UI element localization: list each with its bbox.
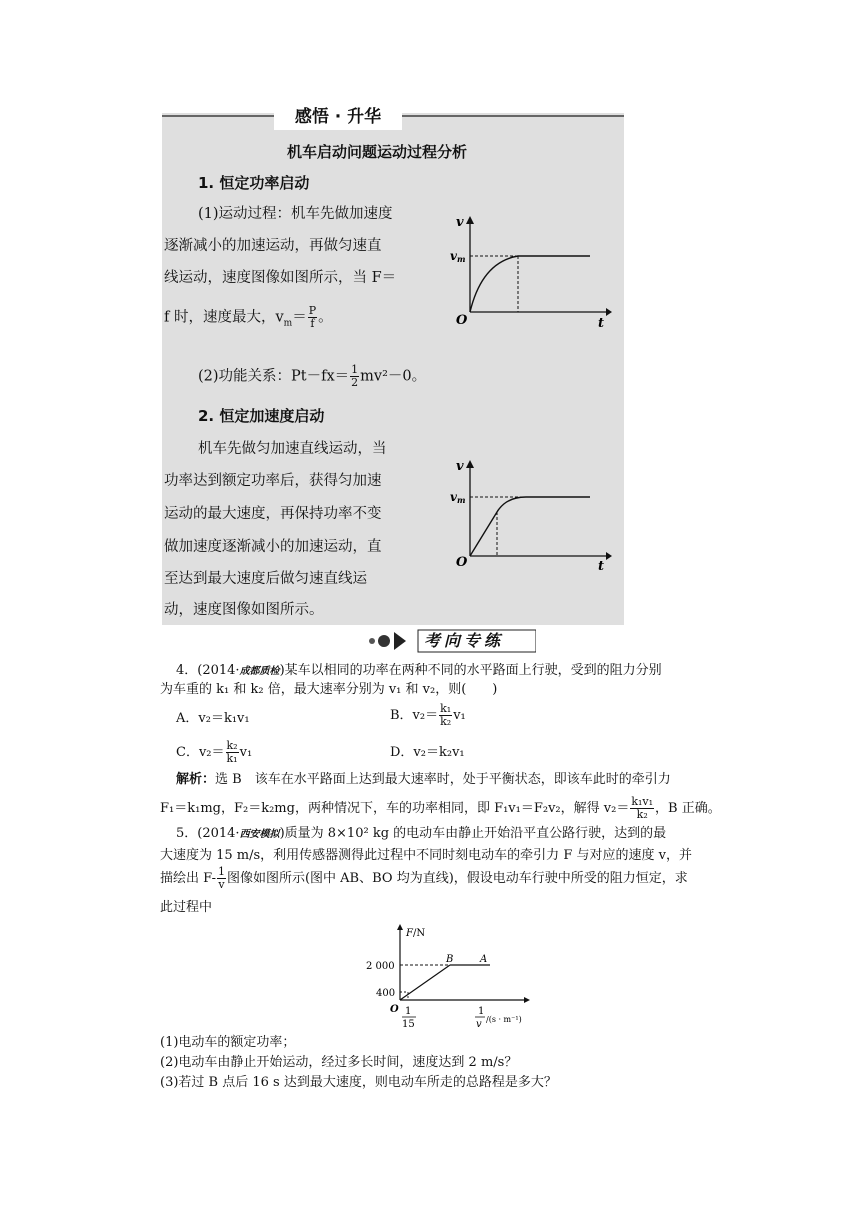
y-tick-400: 400 [376, 988, 396, 999]
t-axis-label: t [598, 559, 605, 572]
p3-line-2: 功率达到额定功率后，获得匀加速 [164, 473, 382, 489]
q4-option-c: C．v₂＝ $\frac{\text{k₂}}{\text{k₁}}$ v₁ [176, 739, 253, 765]
x-axis-num: 1 [478, 1006, 485, 1017]
graph-constant-power [448, 210, 618, 332]
section-title: 考向专练 [424, 631, 505, 650]
graph-constant-accel [448, 450, 618, 572]
point-a-label: A [480, 954, 488, 965]
q4-option-d: D．v₂＝k₂v₁ [390, 745, 465, 760]
velocity-curve [470, 256, 590, 312]
origin-label: O [456, 555, 468, 570]
q4-option-b: B．v₂＝ $\frac{\text{k₁}}{\text{k₂}}$ v₁ [390, 702, 466, 728]
y-tick-2000: 2 000 [366, 961, 395, 972]
q5-line-1: 5．(2014·西安模拟)质量为 8×10² kg 的电动车由静止开始沿平直公路行驶，达到的最 [176, 826, 667, 841]
q4-option-a: A．v₂＝k₁v₁ [176, 711, 250, 726]
q4-line-2: 为车重的 k₁ 和 k₂ 倍，最大速率分别为 v₁ 和 v₂，则( ) [160, 682, 498, 697]
p3-line-6: 动，速度图像如图所示。 [164, 602, 324, 618]
origin-label: O [456, 313, 468, 328]
dot-icon [378, 635, 390, 647]
q5-sub-3: (3)若过 B 点后 16 s 达到最大速度，则电动车所走的总路程是多大？ [160, 1075, 557, 1090]
q4-answer-line-2: F₁＝k₁mg，F₂＝k₂mg，两种情况下，车的功率相同，即 F₁v₁＝F₂v₂，解得 v₂＝ $\frac{\text{k₁v₁}}{\text{k₂}}$ ，B 正确。 [160, 795, 721, 821]
dot-icon [369, 638, 375, 644]
p3-line-4: 做加速度逐渐减小的加速运动，直 [164, 539, 382, 555]
q4-line-1: 4．(2014·成都质检)某车以相同的功率在两种不同的水平路面上行驶，受到的阻力分别 [176, 663, 662, 678]
f-axis-label: F/N [406, 928, 426, 939]
t-axis-arrow [606, 308, 612, 316]
v-axis-label: v [456, 459, 464, 474]
p1-line-1: (1)运动过程：机车先做加速度 [198, 206, 393, 222]
x-tick-num: 1 [405, 1006, 412, 1017]
q5-line-2: 大速度为 15 m/s，利用传感器测得此过程中不同时刻电动车的牵引力 F 与对应的速度 v，并 [160, 848, 692, 863]
x-axis-den: v [476, 1019, 482, 1030]
p1-line-2: 逐渐减小的加速运动，再做匀速直 [164, 238, 382, 254]
q4-answer-line-1: 解析：选 B 该车在水平路面上达到最大速率时，处于平衡状态，即该车此时的牵引力 [176, 772, 671, 787]
q5-line-4: 此过程中 [160, 900, 213, 915]
p3-line-5: 至达到最大速度后做匀速直线运 [164, 571, 367, 587]
v-axis-arrow [466, 216, 474, 224]
q5-line-3: 描绘出 F- $\frac{1}{v}$ 图像如图所示(图中 AB、BO 均为直线)，假设电动车行驶中所受的阻力恒定，求 [160, 865, 688, 891]
vm-label: vm [450, 490, 466, 505]
y-axis-arrow [397, 924, 403, 930]
vm-label: vm [450, 249, 466, 264]
t-axis-label: t [598, 316, 605, 331]
x-axis-unit: /(s · m⁻¹) [486, 1015, 522, 1024]
x-axis-arrow [524, 997, 530, 1003]
p3-line-1: 机车先做匀加速直线运动，当 [198, 441, 387, 457]
v-axis-label: v [456, 215, 464, 230]
panel-badge: 感悟 · 升华 [274, 104, 402, 130]
arrow-icon [394, 632, 406, 650]
panel-title: 机车启动问题运动过程分析 [287, 143, 468, 161]
t-axis-arrow [606, 552, 612, 560]
point-b-label: B [446, 954, 454, 965]
x-tick-den: 15 [402, 1019, 415, 1030]
p3-line-3: 运动的最大速度，再保持功率不变 [164, 506, 382, 522]
heading-constant-power: 1. 恒定功率启动 [198, 174, 310, 192]
graph-f-vs-inverse-v [360, 922, 540, 1032]
origin-label: O [390, 1004, 399, 1015]
v-axis-arrow [466, 460, 474, 468]
p2-energy-line: (2)功能关系：Pt－fx＝ $\frac{1}{2}$ mv²－0。 [198, 363, 427, 389]
q5-sub-1: (1)电动车的额定功率； [160, 1035, 296, 1050]
q5-sub-2: (2)电动车由静止开始运动，经过多长时间，速度达到 2 m/s？ [160, 1055, 518, 1070]
line-ob [400, 965, 450, 1000]
velocity-curve [470, 497, 590, 556]
heading-constant-accel: 2. 恒定加速度启动 [198, 407, 325, 425]
p1-line-3: 线运动，速度图像如图所示，当 F＝ [164, 270, 397, 286]
p1-line-4: f 时，速度最大，$v_m=$ $\frac{P}{f}$ 。 [164, 304, 333, 330]
